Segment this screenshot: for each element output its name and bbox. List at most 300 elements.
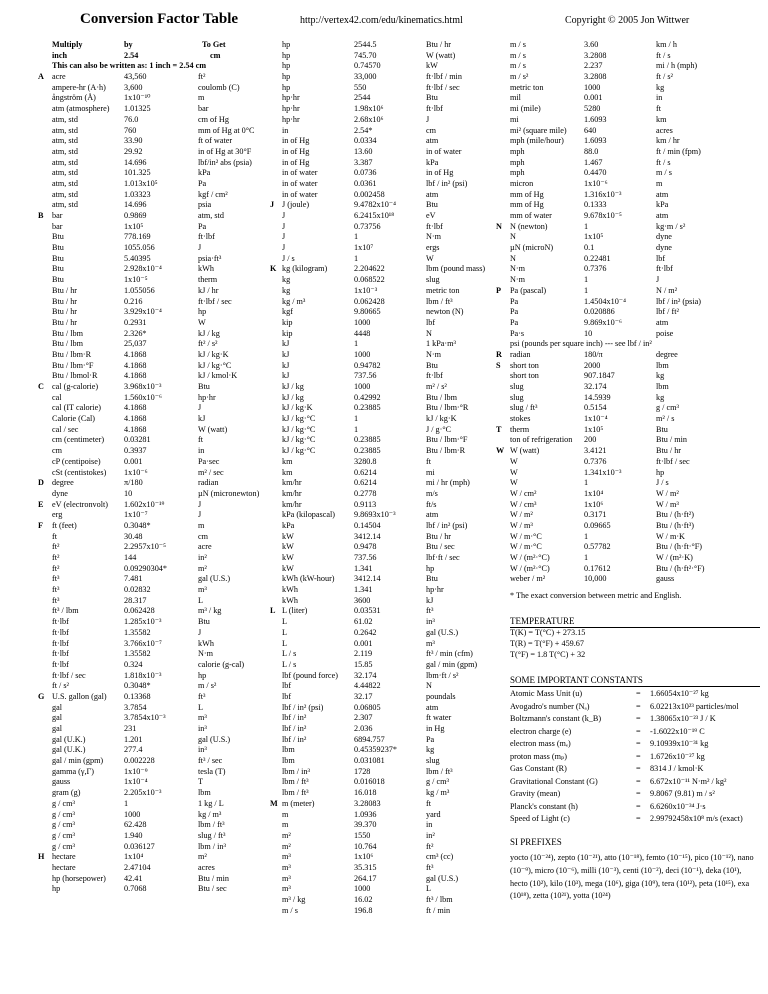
conversion-row [510,307,765,318]
constants-table [510,689,765,827]
constant-name: Gravity (mean) [510,789,561,799]
from-unit: atm, std [52,178,78,188]
to-unit: ft [426,456,432,466]
conversion-row [510,542,765,553]
factor: 0.3171 [584,510,607,520]
to-unit: kPa [426,157,439,167]
conversion-row [52,275,267,286]
to-unit: kJ / kmol·K [198,371,238,381]
conversion-row [52,820,267,831]
conversion-row [52,542,267,553]
to-unit: ft [198,435,204,445]
from-unit: N [510,253,516,263]
from-unit: ft³ [52,585,60,595]
from-unit: eV (electronvolt) [52,499,109,509]
to-unit: atm [656,317,669,327]
factor: 0.2642 [354,627,377,637]
conversion-row [270,724,505,735]
from-unit: J [282,211,286,220]
to-unit: cm³ (cc) [426,852,454,862]
from-unit: kWh (kW-hour) [282,574,335,584]
factor: 1550 [354,830,371,840]
factor: 0.45359237* [354,745,397,755]
constant-value: 9.8067 (9.81) m / s² [650,789,715,799]
from-unit: mi² (square mile) [510,125,567,135]
factor: 1 [354,414,359,424]
factor: 0.0361 [354,178,377,188]
to-unit: W / m³ [656,499,679,509]
to-unit: hp [426,563,435,573]
to-unit: N·m [198,649,214,659]
to-unit: Btu / (h·ft³) [656,520,694,530]
conversion-row [510,72,765,83]
example-factor: 2.54 [124,50,139,60]
to-unit: ft / s [656,50,671,60]
factor: 2.036 [354,724,373,733]
to-unit: m² / s [656,414,675,424]
constant-row [510,802,765,815]
to-unit: dyne [656,243,672,253]
from-unit: gram (g) [52,788,81,798]
factor: 62.428 [124,820,147,830]
conversion-row [52,756,267,767]
from-unit: lbf / in² [282,734,307,744]
conversion-row [270,703,505,714]
example-row [52,51,267,62]
factor: 1x10⁵ [124,221,144,231]
section-letter: M [270,798,278,808]
from-unit: atm, std [52,136,78,146]
from-unit: kg [282,275,291,285]
to-unit: hp [198,307,207,317]
conversion-row [270,777,505,788]
conversion-row [270,211,505,222]
factor: 0.5154 [584,403,607,413]
factor: 1x10⁶ [354,852,374,862]
to-unit: dyne [656,232,672,242]
to-unit: lbm [198,788,211,798]
constant-row [510,777,765,790]
conversion-row [270,852,505,863]
factor: 0.216 [124,296,143,306]
conversion-row [510,232,765,243]
to-unit: m² / s² [426,382,447,391]
section-letter: B [38,211,44,220]
factor: 1.01325 [124,104,151,114]
conversion-row [510,500,765,511]
to-unit: ft·lbf [656,264,673,274]
from-unit: g / cm³ [52,830,75,840]
to-unit: ft³ / sec [198,756,223,766]
temperature-line: T(R) = T(°F) + 459.67 [510,639,584,649]
from-unit: mph [510,157,525,167]
conversion-row [510,435,765,446]
conversion-row [52,553,267,564]
factor: 0.9113 [354,499,377,509]
to-unit: ft / s [656,157,671,167]
factor: 32.174 [584,382,607,391]
from-unit: cal (g-calorie) [52,382,99,391]
factor: 231 [124,724,137,733]
section-letter: G [38,691,45,701]
from-unit: L / s [282,659,297,669]
equals-sign: = [636,751,641,761]
conversion-row [510,136,765,147]
factor: 1x10⁻⁴ [124,777,148,787]
from-unit: cal [52,392,62,402]
to-unit: Btu [198,382,210,391]
from-unit: Pa [510,296,519,306]
to-unit: Btu / (h·ft²·°F) [656,563,705,573]
constant-value: 6.6260x10⁻³⁴ J·s [650,801,706,811]
to-unit: slug [426,756,440,766]
factor: 0.22481 [584,253,611,263]
factor: 907.1847 [584,371,615,381]
factor: 1.467 [584,157,603,167]
conversion-row [52,136,267,147]
conversion-row [510,200,765,211]
from-unit: m² [282,830,291,840]
factor: 1.316x10⁻³ [584,189,622,199]
factor: 4.1868 [124,414,147,424]
factor: 33.90 [124,136,143,146]
conversion-row [52,745,267,756]
factor: 3.929x10⁻⁴ [124,307,162,317]
conversion-row [270,361,505,372]
to-unit: W (watt) [198,424,228,434]
from-unit: kW [282,542,294,552]
to-unit: lbf / in² (psia) [656,296,701,306]
from-unit: slug [510,392,524,402]
conversion-row [270,403,505,414]
from-unit: atm (atmosphere) [52,104,110,114]
factor: 28.317 [124,595,147,605]
to-unit: ft³ / lbm [426,895,453,904]
to-unit: T [198,777,204,787]
to-unit: tesla (T) [198,766,226,776]
constant-name: proton mass (mₚ) [510,751,567,761]
from-unit: hp [282,40,291,49]
from-unit: slug [510,382,524,391]
from-unit: mi [510,114,519,124]
from-unit: kW [282,553,294,562]
conversion-row [270,510,505,521]
to-unit: L [198,702,204,712]
conversion-row [510,553,765,564]
from-unit: ft³ [52,595,60,605]
from-unit: ft·lbf [52,659,69,669]
from-unit: m / s [510,61,526,71]
from-unit: gauss [52,777,71,787]
factor: 5.40395 [124,253,151,263]
conversion-row [52,863,267,874]
conversion-row [52,414,267,425]
conversion-row [270,275,505,286]
factor: 0.03281 [124,435,151,445]
conversion-row [510,382,765,393]
section-letter: A [38,72,44,82]
to-unit: gauss [656,574,675,584]
to-unit: atm [656,211,669,220]
to-unit: ft·lbf / sec [656,456,690,466]
to-unit: Btu / hr [426,531,452,541]
to-unit: J [198,243,202,253]
factor: 1.98x10⁶ [354,104,384,114]
from-unit: J [282,232,286,242]
conversion-row [52,810,267,821]
from-unit: kJ / kg·K [282,403,313,413]
constant-row [510,702,765,715]
from-unit: hp [282,82,291,92]
to-unit: N [426,328,432,338]
to-unit: m² / sec [198,467,224,477]
factor: 1.35582 [124,649,151,659]
constant-value: -1.6022x10⁻¹⁹ C [650,726,705,736]
conversion-row [270,168,505,179]
conversion-row [270,72,505,83]
constant-name: Planck's constant (h) [510,801,578,811]
conversion-row [510,468,765,479]
to-unit: in of Hg [426,168,454,178]
to-unit: Btu / hr [656,446,682,456]
conversion-row [510,521,765,532]
constant-value: 6.02213x10²³ particles/mol [650,701,739,711]
conversion-row [510,243,765,254]
conversion-row [270,190,505,201]
from-unit: ft³ [52,574,60,584]
conversion-row [270,553,505,564]
constant-value: 9.10939x10⁻³¹ kg [650,739,709,749]
from-unit: m³ [282,884,291,894]
from-unit: kg / m³ [282,296,306,306]
conversion-row [270,232,505,243]
conversion-row [52,329,267,340]
constant-value: 8314 J / kmol·K [650,764,704,774]
to-unit: m [198,520,205,530]
to-unit: Pa [198,221,207,231]
factor: 2.307 [354,713,373,723]
from-unit: km [282,456,293,466]
example-note [52,61,267,72]
factor: 1728 [354,766,371,776]
from-unit: hp·hr [282,104,300,114]
temperature-title: TEMPERATURE [510,616,760,629]
conversion-row [510,51,765,62]
conversion-row [510,264,765,275]
from-unit: m / s [510,50,526,60]
to-unit: kg·m / s² [656,221,686,231]
factor: 0.09290304* [124,563,167,573]
from-unit: W / cm² [510,488,537,498]
conversion-row [270,500,505,511]
from-unit: N (newton) [510,221,548,231]
conversion-row [510,158,765,169]
factor: 13.60 [354,146,373,156]
to-unit: cm [198,531,209,541]
from-unit: in [282,125,289,135]
factor: 0.3048* [124,681,151,691]
from-unit: mi (mile) [510,104,541,114]
from-unit: L [282,617,288,627]
to-unit: W / m·K [656,531,685,541]
from-unit: W / (m²·°C) [510,553,550,562]
from-unit: ft³ / lbm [52,606,79,616]
to-unit: m³ [426,638,435,648]
conversion-row [510,403,765,414]
from-unit: km/hr [282,499,302,509]
conversion-row [52,104,267,115]
to-unit: kJ [426,595,434,605]
from-unit: ampere-hr (A·h) [52,82,106,92]
conversion-row [270,574,505,585]
to-unit: lbm (pound mass) [426,264,486,274]
constant-name: Boltzmann's constant (k_B) [510,714,602,724]
section-letter: K [270,264,277,274]
conversion-row [52,190,267,201]
from-unit: W / (m²·°C) [510,563,550,573]
from-unit: stokes [510,414,531,424]
factor: 0.0334 [354,136,377,146]
conversion-row [510,254,765,265]
section-letter: P [496,285,502,295]
constant-row [510,689,765,702]
conversion-row [52,489,267,500]
to-unit: gal (U.S.) [426,873,459,883]
conversion-row [270,735,505,746]
constant-name: Speed of Light (c) [510,814,570,824]
from-unit: m [282,809,289,819]
factor: 14.696 [124,200,147,210]
from-unit: cm (centimeter) [52,435,105,445]
conversion-row [270,660,505,671]
conversion-row [270,446,505,457]
to-unit: atm [426,136,439,146]
conversion-row [510,297,765,308]
factor: 0.3048* [124,520,151,530]
factor: 2544.5 [354,40,377,49]
from-unit: lbm [282,756,295,766]
to-unit: km [656,114,667,124]
factor: 32.17 [354,691,373,701]
conversion-row [52,446,267,457]
from-unit: Btu [52,253,64,263]
to-unit: eV [426,211,436,220]
to-unit: kg [656,371,665,381]
conversion-row [496,221,765,233]
factor: 0.9869 [124,211,147,220]
section-letter: E [38,499,44,509]
factor: 1.940 [124,830,143,840]
from-unit: Btu / hr [52,307,78,317]
conversion-row [270,457,505,468]
factor: 0.6214 [354,467,377,477]
to-unit: mi [426,467,435,477]
factor: 10,000 [584,574,607,584]
to-unit: Btu / lbm [426,392,457,402]
factor: 3.4121 [584,446,607,456]
factor: 1.341 [354,585,373,595]
conversion-row [52,606,267,617]
conversion-row [270,222,505,233]
prefixes-text: yocto (10⁻²⁴), zepto (10⁻²¹), atto (10⁻¹⁸), femto (10⁻¹⁵), pico (10⁻¹²), nano (10⁻⁹), micro (10⁻⁶), milli (10⁻³), centi (10⁻²), deci (10⁻¹), deka (10¹), hecto (10²), kilo (10³), mega (10⁶), giga (10⁹), tera (10¹²), peta (10¹⁵), exa (10¹⁸), zetta (10²¹), yotta (10²⁴) [510,853,754,901]
to-unit: lbm / ft³ [198,820,225,830]
from-unit: L / s [282,649,297,659]
factor: 2.2957x10⁻⁵ [124,542,166,552]
to-unit: J [198,510,202,520]
from-unit: Btu / lbm·R [52,349,92,359]
from-unit: ft² [52,553,60,562]
to-unit: N / m² [656,285,678,295]
conversion-row [52,649,267,660]
from-unit: kPa [282,520,295,530]
conversion-row [270,61,505,72]
factor: 550 [354,82,367,92]
from-unit: atm, std [52,157,78,167]
from-unit: Btu / hr [52,317,78,327]
factor: 0.020886 [584,307,615,317]
to-unit: m / s² [198,681,217,691]
factor: 4.1868 [124,424,147,434]
from-unit: kJ [282,349,290,359]
to-unit: hp [656,467,665,477]
from-unit: Pa [510,307,519,317]
conversion-row [270,243,505,254]
conversion-row [52,564,267,575]
factor: 1000 [124,809,141,819]
conversion-row [52,767,267,778]
from-unit: ft·lbf [52,649,69,659]
to-unit: kWh [198,264,214,274]
factor: 0.23885 [354,435,381,445]
conversion-row [38,211,267,222]
from-unit: in of water [282,189,318,199]
factor: 14.5939 [584,392,611,402]
factor: 88.0 [584,146,599,156]
from-unit: cP (centipoise) [52,456,101,466]
from-unit: kg [282,285,291,295]
factor: 1.055056 [124,285,155,295]
from-unit: kJ [282,360,290,370]
conversion-row [52,147,267,158]
factor: 6894.757 [354,734,385,744]
constant-row [510,764,765,777]
to-unit: atm [656,189,669,199]
to-unit: lbf [656,253,666,263]
factor: 9.80665 [354,307,381,317]
conversion-row [270,788,505,799]
to-unit: g / cm³ [656,403,679,413]
from-unit: Btu [52,264,64,274]
from-unit: hectare [52,862,76,872]
to-unit: m² [198,563,207,573]
factor: 1.6093 [584,136,607,146]
factor: 2.119 [354,649,373,659]
to-unit: lbm / ft³ [426,296,453,306]
factor: 1.818x10⁻³ [124,670,162,680]
conversion-row [270,617,505,628]
conversion-row [510,318,765,329]
from-unit: W [510,467,518,477]
conversion-row [270,382,505,393]
to-unit: lbf / in² (psi) [426,520,468,530]
to-unit: Btu / min [198,873,229,883]
conversion-row [52,264,267,275]
from-unit: mph (mile/hour) [510,136,564,146]
to-unit: yard [426,809,441,819]
to-unit: poise [656,328,674,338]
from-unit: N·m [510,264,526,274]
factor: 101.325 [124,168,151,178]
